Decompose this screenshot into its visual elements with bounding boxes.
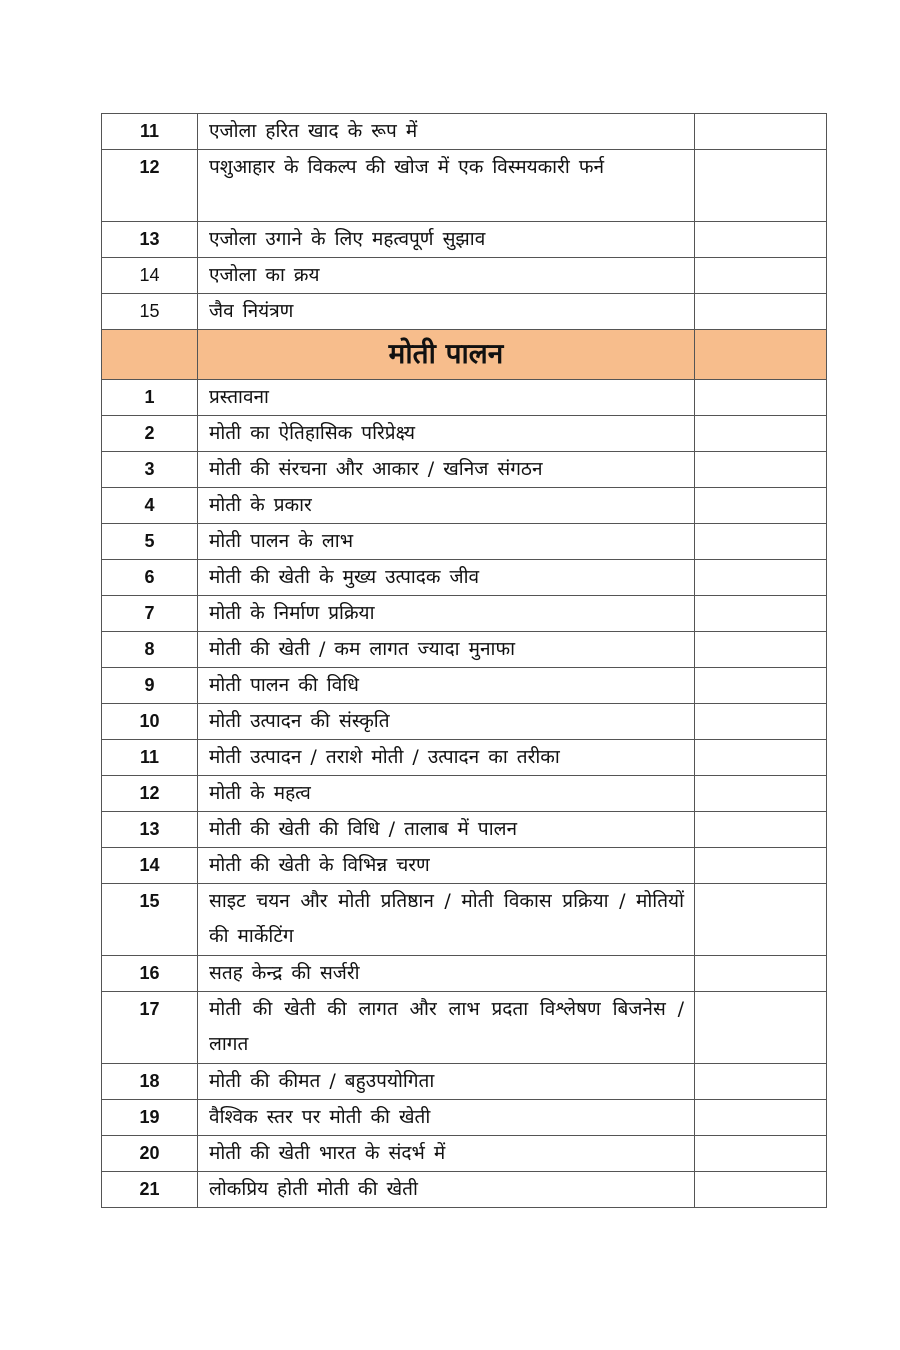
page-cell — [695, 848, 827, 884]
row-number: 14 — [102, 848, 198, 884]
row-title: मोती के महत्व — [198, 776, 695, 812]
row-number: 14 — [102, 258, 198, 294]
table-row — [102, 1100, 827, 1136]
page-cell — [695, 884, 827, 956]
page-cell — [695, 416, 827, 452]
row-number: 18 — [102, 1064, 198, 1100]
table-row — [102, 524, 827, 560]
page-cell — [695, 704, 827, 740]
row-number: 15 — [102, 884, 198, 956]
table-row — [102, 222, 827, 258]
row-title: मोती की खेती के मुख्य उत्पादक जीव — [198, 560, 695, 596]
page-cell — [695, 992, 827, 1064]
row-title: मोती की खेती की लागत और लाभ प्रदता विश्लेषण बिजनेस / लागत — [198, 992, 695, 1064]
table-row — [102, 992, 827, 1064]
row-number: 2 — [102, 416, 198, 452]
table-row — [102, 848, 827, 884]
section-heading: मोती पालन — [198, 330, 695, 380]
row-title: मोती की कीमत / बहुउपयोगिता — [198, 1064, 695, 1100]
contents-table-body — [102, 114, 827, 1208]
row-number: 21 — [102, 1172, 198, 1208]
table-row — [102, 704, 827, 740]
row-number: 20 — [102, 1136, 198, 1172]
row-number: 3 — [102, 452, 198, 488]
table-row — [102, 114, 827, 150]
page-cell — [695, 150, 827, 222]
page-cell — [695, 596, 827, 632]
row-title: वैश्विक स्तर पर मोती की खेती — [198, 1100, 695, 1136]
row-number: 4 — [102, 488, 198, 524]
table-row — [102, 1172, 827, 1208]
row-number: 13 — [102, 812, 198, 848]
row-title: मोती के निर्माण प्रक्रिया — [198, 596, 695, 632]
page-cell — [695, 222, 827, 258]
page-cell — [695, 812, 827, 848]
section-heading-blank-cell — [102, 330, 198, 380]
page-cell — [695, 114, 827, 150]
page-cell — [695, 1172, 827, 1208]
page-cell — [695, 1100, 827, 1136]
page-cell — [695, 524, 827, 560]
row-title: मोती पालन के लाभ — [198, 524, 695, 560]
table-row — [102, 452, 827, 488]
row-number: 1 — [102, 380, 198, 416]
row-number: 16 — [102, 956, 198, 992]
page-cell — [695, 1136, 827, 1172]
table-row — [102, 1136, 827, 1172]
row-number: 11 — [102, 114, 198, 150]
table-row — [102, 884, 827, 956]
table-row — [102, 740, 827, 776]
page-cell — [695, 740, 827, 776]
row-number: 7 — [102, 596, 198, 632]
table-row — [102, 488, 827, 524]
row-title: मोती की संरचना और आकार / खनिज संगठन — [198, 452, 695, 488]
table-row — [102, 150, 827, 222]
row-title: मोती के प्रकार — [198, 488, 695, 524]
page-cell — [695, 452, 827, 488]
page-cell — [695, 488, 827, 524]
table-row — [102, 1064, 827, 1100]
row-number: 17 — [102, 992, 198, 1064]
row-number: 12 — [102, 776, 198, 812]
table-row — [102, 416, 827, 452]
page-cell — [695, 560, 827, 596]
row-title: प्रस्तावना — [198, 380, 695, 416]
row-title: मोती उत्पादन / तराशे मोती / उत्पादन का तरीका — [198, 740, 695, 776]
table-row — [102, 812, 827, 848]
row-number: 10 — [102, 704, 198, 740]
page-cell — [695, 776, 827, 812]
row-title: एजोला का क्रय — [198, 258, 695, 294]
row-title: मोती की खेती / कम लागत ज्यादा मुनाफा — [198, 632, 695, 668]
page-cell — [695, 632, 827, 668]
table-row — [102, 668, 827, 704]
table-row — [102, 596, 827, 632]
table-row — [102, 294, 827, 330]
table-row — [102, 560, 827, 596]
row-title: मोती उत्पादन की संस्कृति — [198, 704, 695, 740]
row-title: पशुआहार के विकल्प की खोज में एक विस्मयकारी फर्न — [198, 150, 695, 222]
row-title: मोती पालन की विधि — [198, 668, 695, 704]
row-title: एजोला उगाने के लिए महत्वपूर्ण सुझाव — [198, 222, 695, 258]
row-number: 15 — [102, 294, 198, 330]
row-title: साइट चयन और मोती प्रतिष्ठान / मोती विकास प्रक्रिया / मोतियों की मार्केटिंग — [198, 884, 695, 956]
row-number: 9 — [102, 668, 198, 704]
page-cell — [695, 380, 827, 416]
row-number: 5 — [102, 524, 198, 560]
contents-table — [101, 113, 827, 1208]
page-cell — [695, 294, 827, 330]
row-title: मोती की खेती की विधि / तालाब में पालन — [198, 812, 695, 848]
row-title: मोती की खेती के विभिन्न चरण — [198, 848, 695, 884]
section-heading-blank-cell — [695, 330, 827, 380]
page-cell — [695, 956, 827, 992]
row-number: 6 — [102, 560, 198, 596]
table-row — [102, 380, 827, 416]
row-title: जैव नियंत्रण — [198, 294, 695, 330]
row-number: 12 — [102, 150, 198, 222]
row-title: एजोला हरित खाद के रूप में — [198, 114, 695, 150]
table-row — [102, 776, 827, 812]
table-row — [102, 956, 827, 992]
row-number: 13 — [102, 222, 198, 258]
row-title: मोती का ऐतिहासिक परिप्रेक्ष्य — [198, 416, 695, 452]
row-number: 8 — [102, 632, 198, 668]
table-row — [102, 258, 827, 294]
row-title: मोती की खेती भारत के संदर्भ में — [198, 1136, 695, 1172]
row-title: सतह केन्द्र की सर्जरी — [198, 956, 695, 992]
page-cell — [695, 258, 827, 294]
table-row — [102, 632, 827, 668]
page-cell — [695, 1064, 827, 1100]
section-heading-row — [102, 330, 827, 380]
page-cell — [695, 668, 827, 704]
row-title: लोकप्रिय होती मोती की खेती — [198, 1172, 695, 1208]
row-number: 11 — [102, 740, 198, 776]
row-number: 19 — [102, 1100, 198, 1136]
